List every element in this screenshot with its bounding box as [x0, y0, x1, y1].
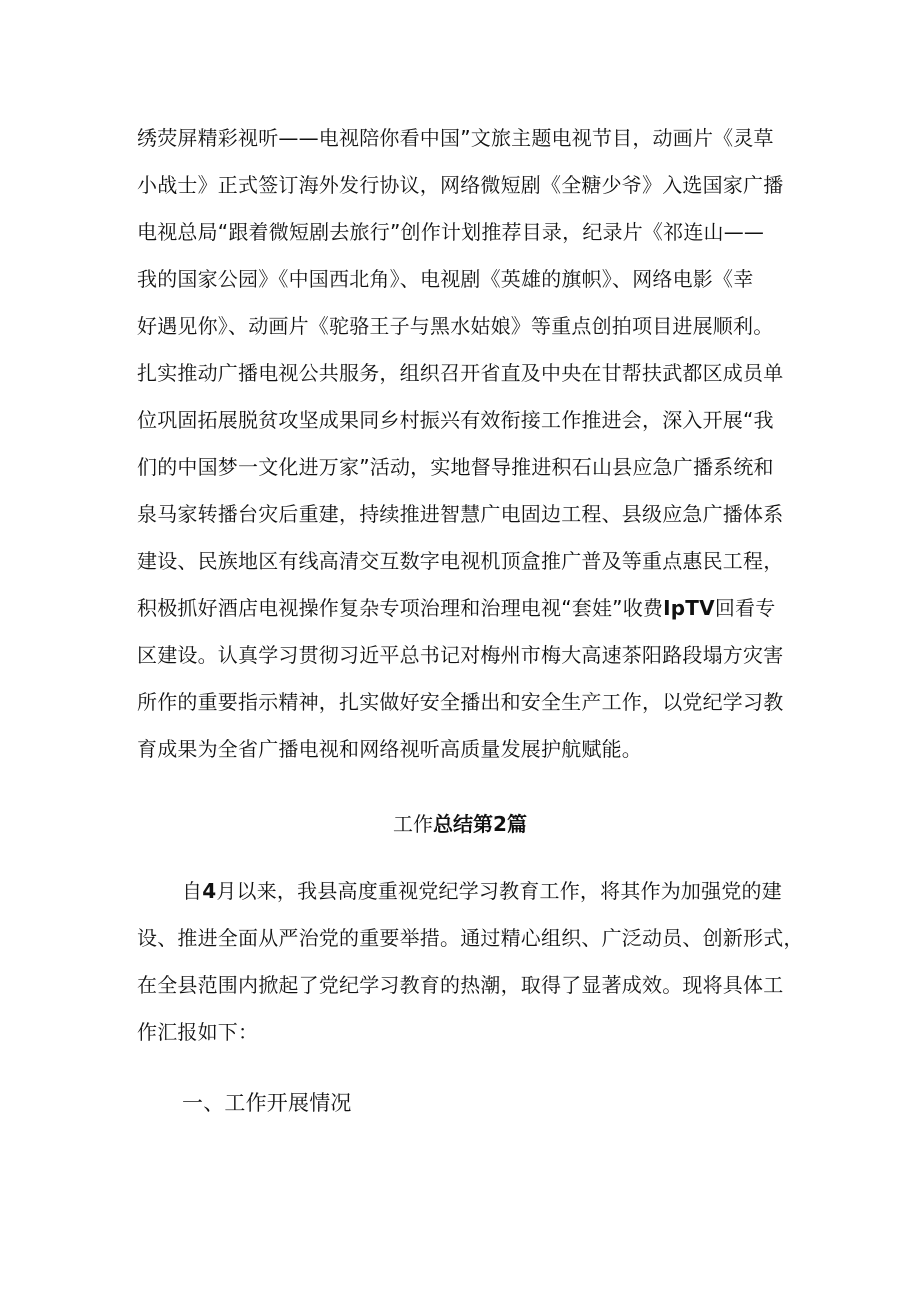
- paragraph-1-line-2: 小战士》正式签订海外发行协议，网络微短剧《全糖少爷》入选国家广播: [137, 173, 784, 197]
- paragraph-2-line-3: 在全县范围内掀起了党纪学习教育的热潮，取得了显著成效。现将具体工: [137, 973, 784, 997]
- paragraph-1-line-11-tail: 回看专: [714, 596, 776, 620]
- paragraph-1-line-3: 电视总局“跟着微短剧去旅行”创作计划推荐目录，纪录片《祁连山——: [137, 220, 765, 244]
- paragraph-2-line-1-head: 自: [182, 879, 203, 903]
- section-title: [0, 810, 920, 838]
- iptv-term: IpTV: [663, 596, 715, 620]
- paragraph-1-line-8: 们的中国梦一文化进万家”活动，实地督导推进积石山县应急广播系统和: [137, 455, 774, 479]
- paragraph-1-line-14: 育成果为全省广播电视和网络视听高质量发展护航赋能。: [137, 737, 642, 761]
- heading-work-status: 一、工作开展情况: [182, 1091, 352, 1115]
- paragraph-1-line-13: 所作的重要指示精神，扎实做好安全播出和安全生产工作，以党纪学习教: [137, 690, 784, 714]
- paragraph-1-line-11: [137, 594, 775, 622]
- paragraph-2-line-1: [182, 877, 782, 905]
- paragraph-1-line-9: 泉马家转播台灾后重建，持续推进智慧广电固边工程、县级应急广播体系: [137, 502, 784, 526]
- paragraph-2-line-4: 作汇报如下：: [137, 1020, 259, 1044]
- paragraph-1-line-6: 扎实推动广播电视公共服务，组织召开省直及中央在甘帮扶武都区成员单: [137, 361, 784, 385]
- paragraph-1-line-10: 建设、民族地区有线高清交互数字电视机顶盒推广普及等重点惠民工程，: [137, 549, 784, 573]
- paragraph-1-line-11-head: 积极抓好酒店电视操作复杂专项治理和治理电视“套娃”收费: [137, 596, 664, 620]
- paragraph-2-line-2: 设、推进全面从严治党的重要举措。通过精心组织、广泛动员、创新形式，: [137, 926, 804, 950]
- section-title-prefix: 工作: [393, 812, 434, 836]
- section-title-bold: 总结第2篇: [433, 812, 527, 836]
- paragraph-1-line-12: 区建设。认真学习贯彻习近平总书记对梅州市梅大高速茶阳路段塌方灾害: [137, 643, 784, 667]
- paragraph-1-line-4: 我的国家公园》《中国西北角》、电视剧《英雄的旗帜》、网络电影《幸: [137, 267, 754, 291]
- paragraph-1-line-5: 好遇见你》、动画片《驼骆王子与黑水姑娘》等重点创拍项目进展顺利。: [137, 314, 774, 338]
- month-number: 4: [202, 879, 217, 903]
- paragraph-1-line-1: 绣荧屏精彩视听——电视陪你看中国”文旅主题电视节目，动画片《灵草: [137, 126, 774, 150]
- paragraph-1-line-7: 位巩固拓展脱贫攻坚成果同乡村振兴有效衔接工作推进会，深入开展“我: [137, 408, 774, 432]
- paragraph-2-line-1-tail: 月以来，我县高度重视党纪学习教育工作，将其作为加强党的建: [216, 879, 782, 903]
